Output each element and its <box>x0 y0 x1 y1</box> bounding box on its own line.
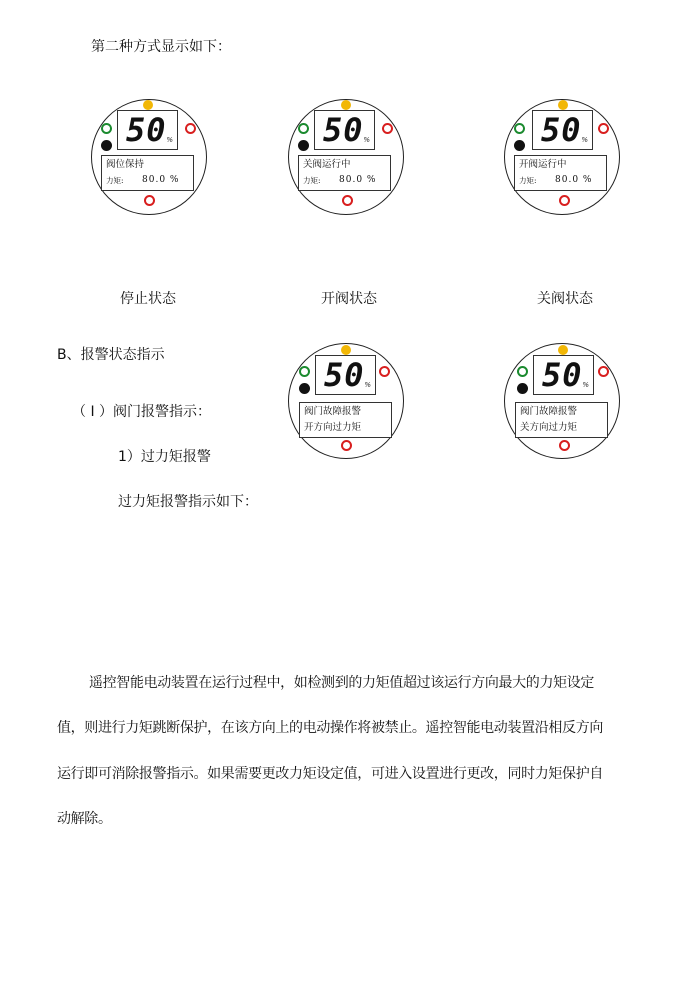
percent-reading: 50 <box>323 111 364 149</box>
lcd-status-text: 阀位保持 <box>106 159 145 170</box>
green-indicator-icon <box>299 366 310 377</box>
lcd-display <box>299 402 392 438</box>
torque-value: 80.0 % <box>555 175 593 185</box>
black-indicator-icon <box>101 140 112 151</box>
green-indicator-icon <box>514 123 525 134</box>
yellow-indicator-icon <box>558 100 568 110</box>
percent-reading: 50 <box>324 356 365 394</box>
red-indicator-icon <box>341 440 352 451</box>
intro-text: 第二种方式显示如下： <box>91 39 231 55</box>
red-indicator-icon <box>559 195 570 206</box>
paragraph-line: 值，则进行力矩跳断保护，在该方向上的电动操作将被禁止。遥控智能电动装置沿相反方向 <box>57 720 603 736</box>
paragraph-line: 运行即可消除报警指示。如果需要更改力矩设定值，可进入设置进行更改，同时力矩保护自 <box>57 766 603 782</box>
caption-stop: 停止状态 <box>120 291 176 307</box>
lcd-status-text: 关阀运行中 <box>303 159 351 170</box>
lcd-display <box>298 155 391 191</box>
black-indicator-icon <box>298 140 309 151</box>
paragraph-line: 动解除。 <box>57 811 112 827</box>
segment-display <box>532 110 593 150</box>
alarm-dial-open-overtorque <box>286 341 408 463</box>
item-heading: 1）过力矩报警 <box>118 449 211 465</box>
percent-reading: 50 <box>126 111 167 149</box>
alarm-dial-close-overtorque <box>502 341 624 463</box>
black-indicator-icon <box>514 140 525 151</box>
percent-unit: % <box>581 136 588 144</box>
segment-display <box>533 355 594 395</box>
red-indicator-icon <box>559 440 570 451</box>
torque-value: 80.0 % <box>339 175 377 185</box>
lcd-display <box>101 155 194 191</box>
red-indicator-icon <box>144 195 155 206</box>
green-indicator-icon <box>101 123 112 134</box>
caption-open: 开阀状态 <box>321 291 377 307</box>
yellow-indicator-icon <box>341 345 351 355</box>
torque-label: 力矩: <box>303 176 321 185</box>
segment-display <box>315 355 376 395</box>
percent-reading: 50 <box>542 356 583 394</box>
percent-unit: % <box>582 381 589 389</box>
red-indicator-icon <box>598 366 609 377</box>
status-dial-close <box>502 97 624 219</box>
paragraph-line: 遥控智能电动装置在运行过程中，如检测到的力矩值超过该运行方向最大的力矩设定 <box>89 675 595 691</box>
subsection-heading: （ I ）阀门报警指示： <box>72 404 212 420</box>
status-dial-stop <box>89 97 211 219</box>
red-indicator-icon <box>382 123 393 134</box>
red-indicator-icon <box>379 366 390 377</box>
lcd-alarm-detail: 开方向过力矩 <box>304 422 362 433</box>
torque-value: 80.0 % <box>142 175 180 185</box>
percent-unit: % <box>364 381 371 389</box>
yellow-indicator-icon <box>341 100 351 110</box>
lcd-status-text: 开阀运行中 <box>519 159 567 170</box>
caption-close: 关阀状态 <box>537 291 593 307</box>
percent-reading: 50 <box>541 111 582 149</box>
lcd-alarm-text: 阀门故障报警 <box>304 406 362 417</box>
segment-display <box>117 110 178 150</box>
item-description: 过力矩报警指示如下： <box>118 494 258 510</box>
red-indicator-icon <box>185 123 196 134</box>
lcd-alarm-text: 阀门故障报警 <box>520 406 578 417</box>
green-indicator-icon <box>298 123 309 134</box>
red-indicator-icon <box>342 195 353 206</box>
black-indicator-icon <box>517 383 528 394</box>
lcd-display <box>514 155 607 191</box>
green-indicator-icon <box>517 366 528 377</box>
lcd-alarm-detail: 关方向过力矩 <box>520 422 578 433</box>
percent-unit: % <box>363 136 370 144</box>
status-dial-open <box>286 97 408 219</box>
section-heading: B、报警状态指示 <box>57 347 165 363</box>
yellow-indicator-icon <box>143 100 153 110</box>
lcd-display <box>515 402 608 438</box>
segment-display <box>314 110 375 150</box>
torque-label: 力矩: <box>106 176 124 185</box>
torque-label: 力矩: <box>519 176 537 185</box>
yellow-indicator-icon <box>558 345 568 355</box>
percent-unit: % <box>166 136 173 144</box>
black-indicator-icon <box>299 383 310 394</box>
red-indicator-icon <box>598 123 609 134</box>
